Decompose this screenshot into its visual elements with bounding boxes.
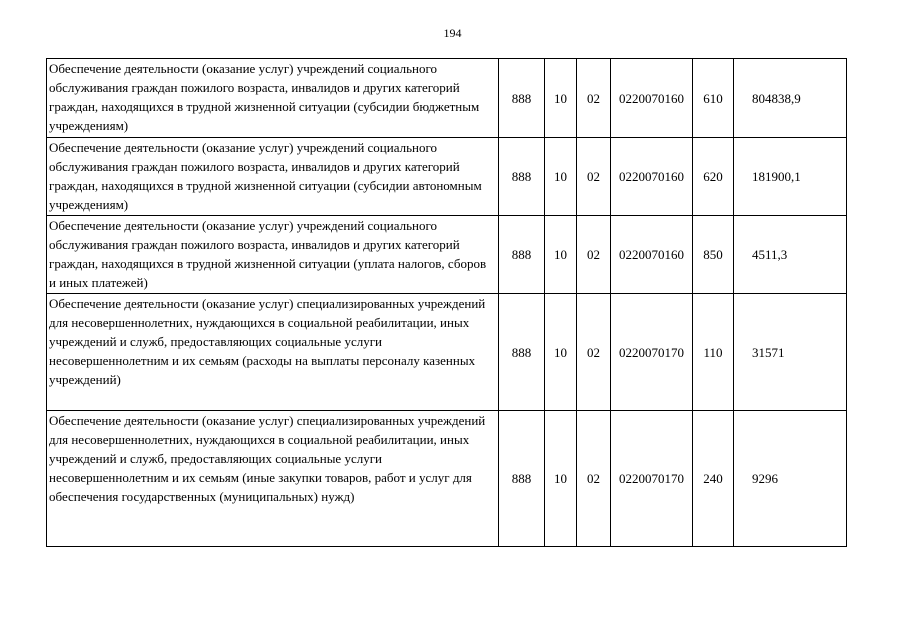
row-description: Обеспечение деятельности (оказание услуг) учреждений социального обслуживания граждан пожилого возраста, инвалидов и других категорий граждан, находящихся в трудной жизненной ситуации (субсидии бюджетным учреждениям) xyxy=(47,59,499,138)
amount: 9296 xyxy=(734,411,847,547)
table-row xyxy=(47,411,847,547)
budget-table xyxy=(46,58,847,547)
admin-code: 888 xyxy=(499,138,545,216)
section-code: 10 xyxy=(545,59,577,138)
subsection-code: 02 xyxy=(577,138,611,216)
admin-code: 888 xyxy=(499,59,545,138)
subsection-code: 02 xyxy=(577,294,611,411)
expense-type-code: 110 xyxy=(693,294,734,411)
amount: 4511,3 xyxy=(734,216,847,294)
admin-code: 888 xyxy=(499,294,545,411)
target-article-code: 0220070160 xyxy=(611,59,693,138)
amount: 31571 xyxy=(734,294,847,411)
target-article-code: 0220070170 xyxy=(611,411,693,547)
expense-type-code: 610 xyxy=(693,59,734,138)
subsection-code: 02 xyxy=(577,411,611,547)
row-description: Обеспечение деятельности (оказание услуг) специализированных учреждений для несовершеннолетних, нуждающихся в социальной реабилитации, иных учреждений и служб, предоставляющих социальные услуги несовершеннолетним и их семьям (иные закупки товаров, работ и услуг для обеспечения государственных (муниципальных) нужд) xyxy=(47,411,499,547)
page-number: 194 xyxy=(443,26,462,40)
row-description: Обеспечение деятельности (оказание услуг) учреждений социального обслуживания граждан пожилого возраста, инвалидов и других категорий граждан, находящихся в трудной жизненной ситуации (субсидии автономным учреждениям) xyxy=(47,138,499,216)
target-article-code: 0220070170 xyxy=(611,294,693,411)
section-code: 10 xyxy=(545,138,577,216)
amount: 181900,1 xyxy=(734,138,847,216)
row-description: Обеспечение деятельности (оказание услуг) учреждений социального обслуживания граждан пожилого возраста, инвалидов и других категорий граждан, находящихся в трудной жизненной ситуации (уплата налогов, сборов и иных платежей) xyxy=(47,216,499,294)
table-row xyxy=(47,59,847,138)
row-description: Обеспечение деятельности (оказание услуг) специализированных учреждений для несовершеннолетних, нуждающихся в социальной реабилитации, иных учреждений и служб, предоставляющих социальные услуги несовершеннолетним и их семьям (расходы на выплаты персоналу казенных учреждений) xyxy=(47,294,499,411)
section-code: 10 xyxy=(545,216,577,294)
target-article-code: 0220070160 xyxy=(611,216,693,294)
target-article-code: 0220070160 xyxy=(611,138,693,216)
table-row xyxy=(47,216,847,294)
expense-type-code: 240 xyxy=(693,411,734,547)
admin-code: 888 xyxy=(499,216,545,294)
table-row xyxy=(47,294,847,411)
expense-type-code: 850 xyxy=(693,216,734,294)
table-row xyxy=(47,138,847,216)
section-code: 10 xyxy=(545,411,577,547)
subsection-code: 02 xyxy=(577,216,611,294)
subsection-code: 02 xyxy=(577,59,611,138)
expense-type-code: 620 xyxy=(693,138,734,216)
section-code: 10 xyxy=(545,294,577,411)
amount: 804838,9 xyxy=(734,59,847,138)
admin-code: 888 xyxy=(499,411,545,547)
